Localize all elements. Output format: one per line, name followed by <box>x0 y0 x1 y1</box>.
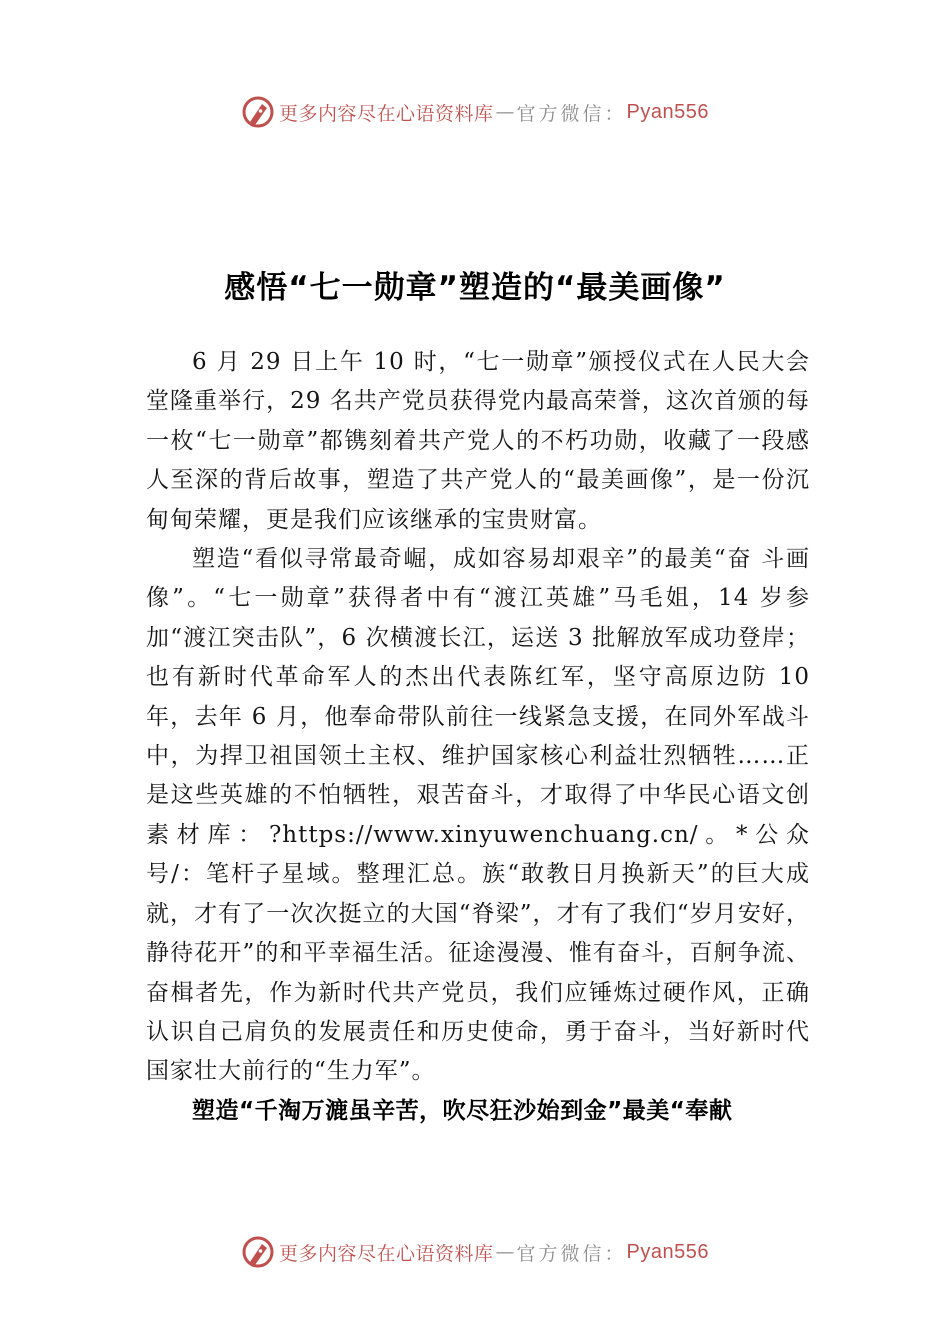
section-heading: 塑造“千淘万漉虽辛苦，吹尽狂沙始到金”最美“奉献 <box>192 1097 733 1124</box>
watermark-wechat-label: 官方微信： <box>516 1242 627 1265</box>
pen-nib-logo-icon <box>241 95 275 129</box>
watermark-dash: — <box>495 101 515 123</box>
body-paragraph: 6 月 29 日上午 10 时，“七一勋章”颁授仪式在人民大会堂隆重举行，29 名共产党员获得党内最高荣誉，这次首颁的每一枚“七一勋章”都镌刻着共产党人的不朽功勋，收藏了一段感人至深的背后故事，塑造了共产党人的“最美画像”，是一份沉甸甸荣耀，更是我们应该继承的宝贵财富。 <box>146 349 810 533</box>
footer-watermark <box>0 1232 950 1272</box>
watermark-text: 更多内容尽在心语资料库 <box>279 102 494 125</box>
watermark-wechat-id: Pyan556 <box>626 100 709 123</box>
pen-nib-logo-icon <box>241 1235 275 1269</box>
document-body <box>146 343 810 1131</box>
body-paragraph: 塑造“看似寻常最奇崛，成如容易却艰辛”的最美“奋 斗画像”。“七一勋章”获得者中有“渡江英雄”马毛姐，14 岁参加“渡江突击队”，6 次横渡长江，运送 3 批解放军成功登岸；也有新时代革命军人的杰出代表陈红军，坚守高原边防 10 年，去年 6 月，他奉命带队前往一线紧急支援，在同外军战斗中，为捍卫祖国领土主权、维护国家核心利益壮烈牺牲……正是这些英雄的不怕牺牲，艰苦奋斗，才取得了中华民心语文创素材库：?https://www.xinyuwenchuang.cn/。*公众号/：笔杆子星域。整理汇总。族“敢教日月换新天”的巨大成就，才有了一次次挺立的大国“脊梁”，才有了我们“岁月安好，静待花开”的和平幸福生活。征途漫漫、惟有奋斗，百舸争流、奋楫者先，作为新时代共产党员，我们应锤炼过硬作风，正确认识自己肩负的发展责任和历史使命，勇于奋斗，当好新时代国家壮大前行的“生力军”。 <box>146 546 810 1085</box>
header-watermark <box>0 92 950 132</box>
watermark-wechat-label: 官方微信： <box>516 102 627 125</box>
watermark-wechat-id: Pyan556 <box>626 1240 709 1263</box>
document-title: 感悟“七一勋章”塑造的“最美画像” <box>224 270 726 306</box>
watermark-text: 更多内容尽在心语资料库 <box>279 1242 494 1265</box>
watermark-dash: — <box>495 1241 515 1263</box>
